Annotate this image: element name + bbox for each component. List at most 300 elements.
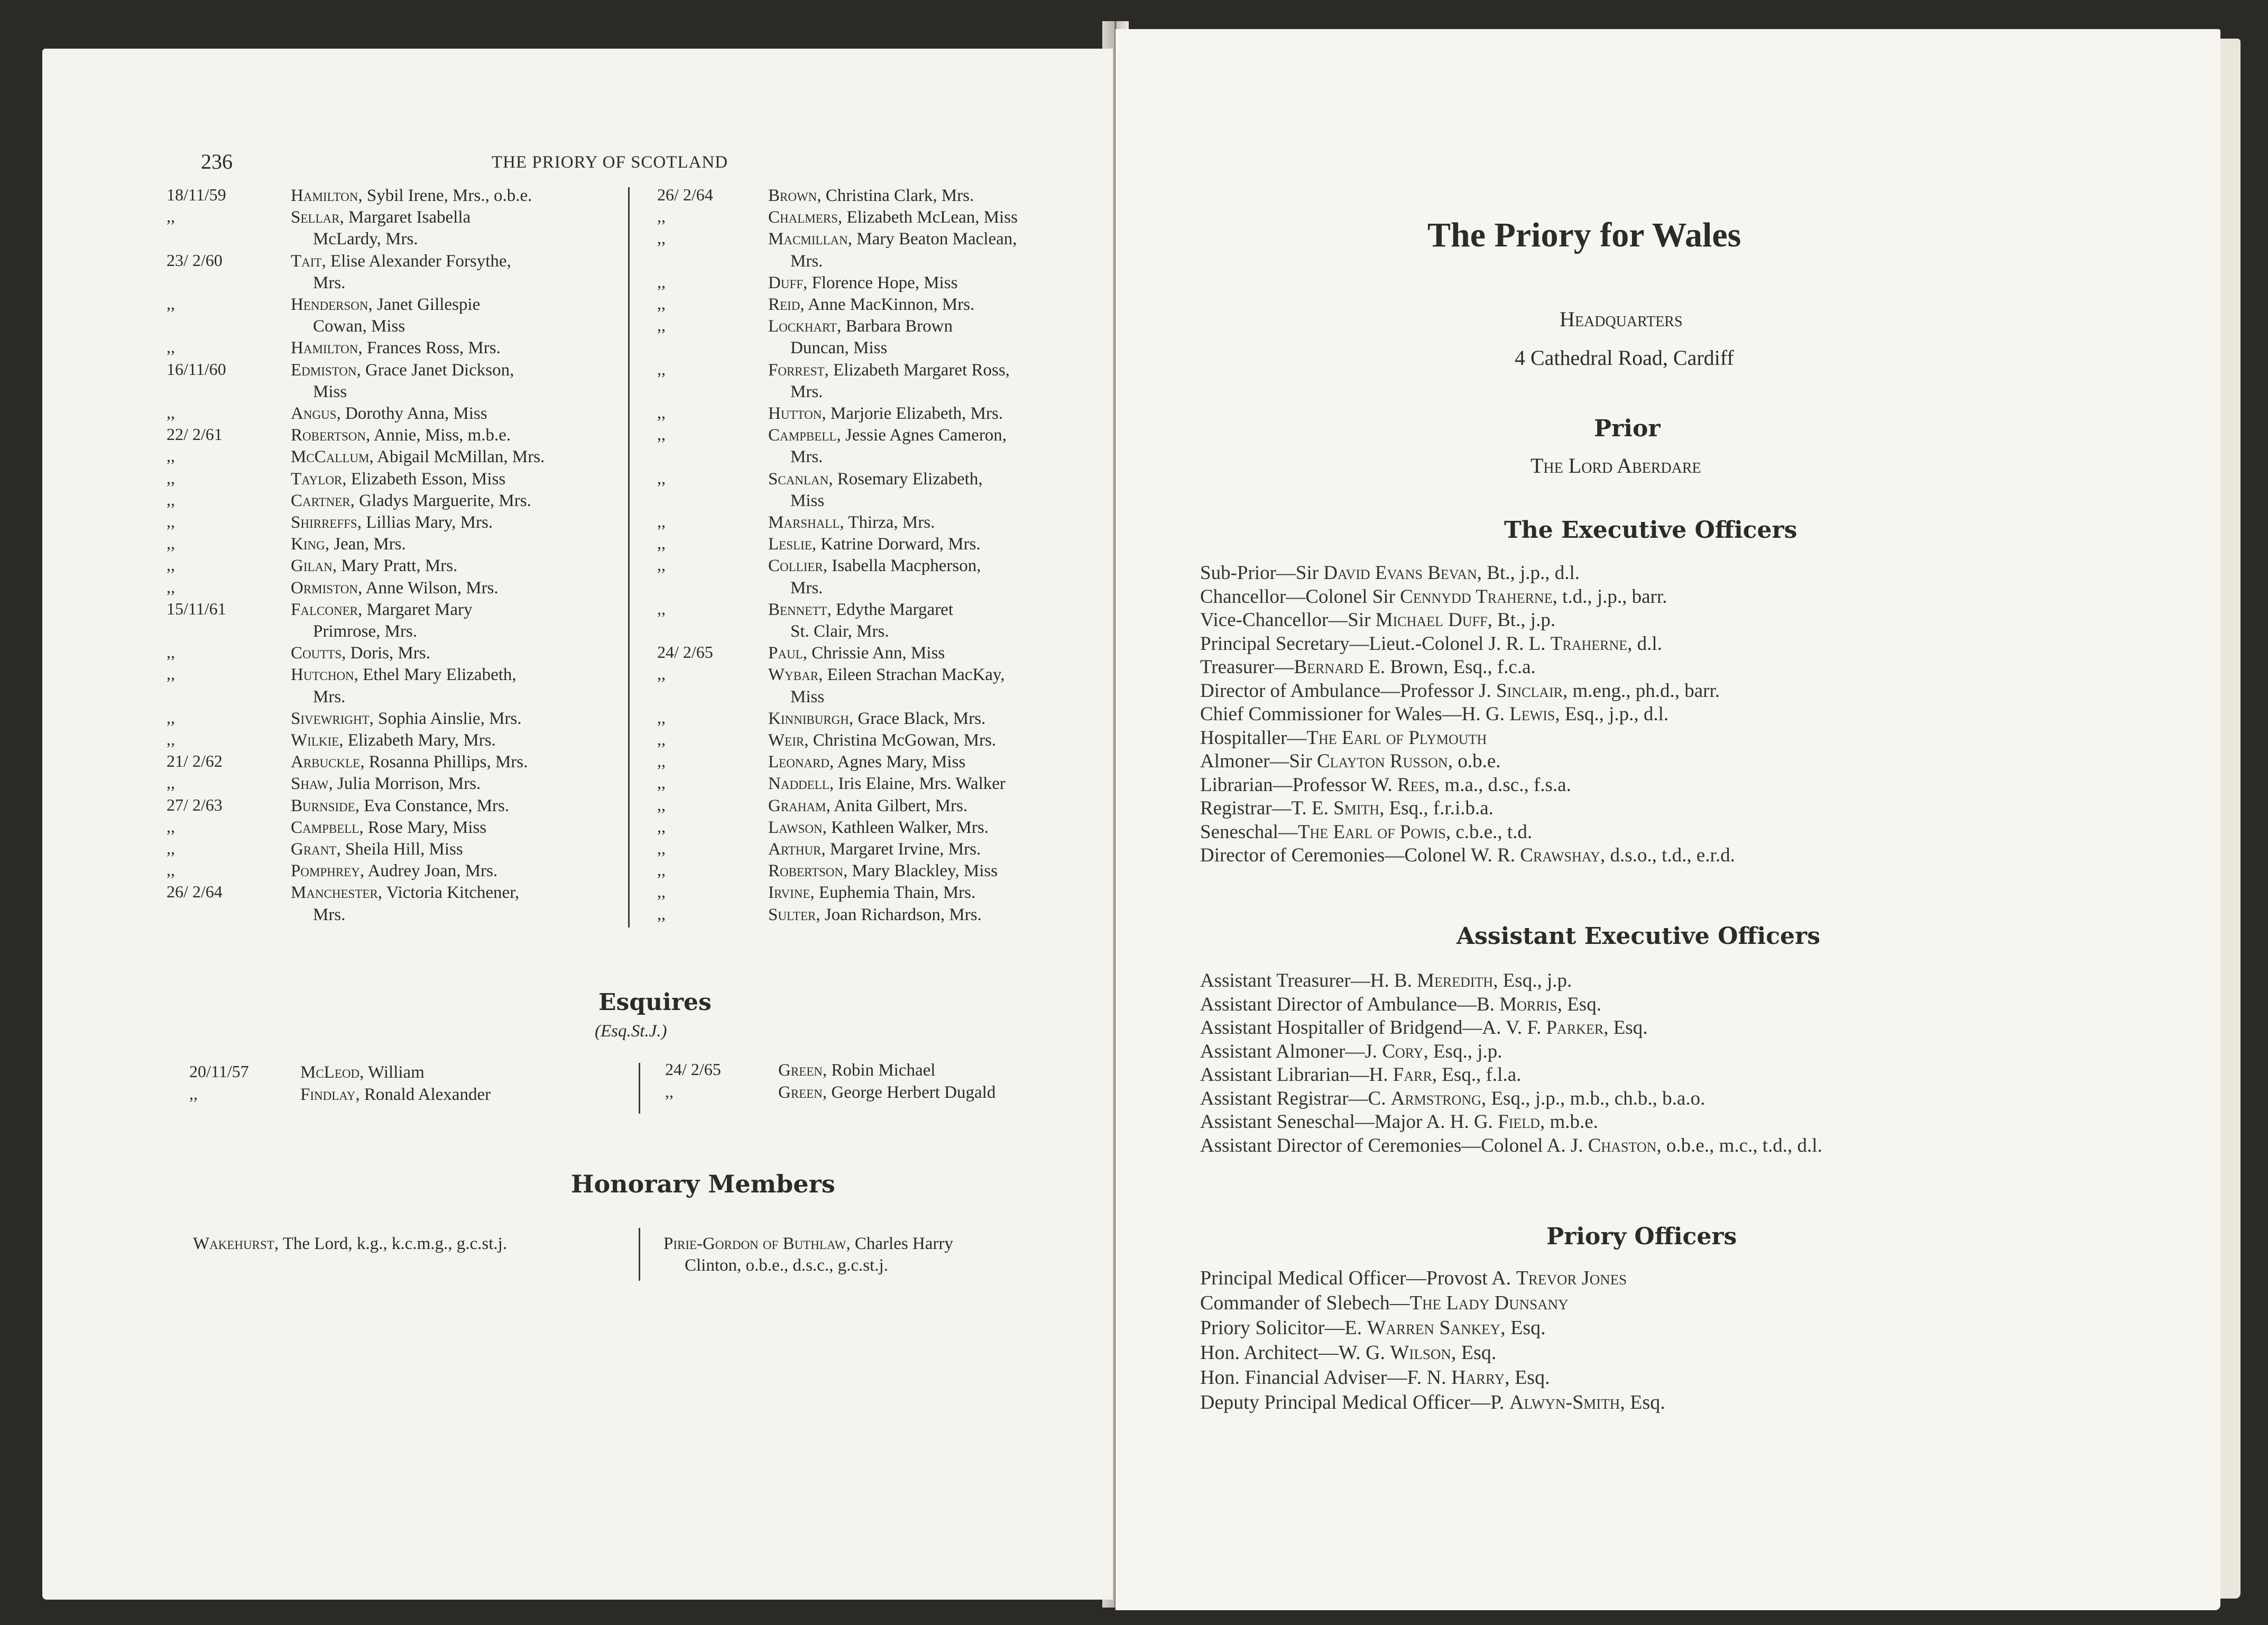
esquires-rule	[639, 1063, 640, 1114]
entry-date: 24/ 2/65	[657, 642, 713, 662]
honorary-rule	[639, 1228, 640, 1281]
member-given-names: , Grace Janet Dickson,	[356, 360, 514, 380]
entry-date: ,,	[167, 730, 175, 749]
officer-role: Librarian—Professor W.	[1200, 774, 1398, 796]
member-surname: Robertson	[768, 861, 844, 881]
member-entry	[768, 664, 1005, 686]
member-surname: Kinniburgh	[768, 709, 849, 728]
member-entry-continued: Cowan, Miss	[313, 317, 405, 336]
left-page	[42, 49, 1113, 1600]
entry-date: ,,	[665, 1082, 674, 1101]
member-entry	[291, 642, 430, 664]
member-given-names: , Mary Beaton Maclean,	[847, 229, 1017, 249]
officer-role: Assistant Almoner—J.	[1200, 1040, 1382, 1062]
entry-date: ,,	[167, 860, 175, 880]
running-head: THE PRIORY OF SCOTLAND	[492, 153, 729, 172]
entry-date: 22/ 2/61	[167, 425, 223, 444]
entry-date: ,,	[657, 228, 666, 248]
officer-line	[1200, 1341, 1496, 1364]
entry-date: ,,	[167, 490, 175, 509]
entry-date: ,,	[657, 294, 666, 313]
member-surname: Reid	[768, 295, 800, 314]
member-surname: Shaw	[291, 774, 329, 794]
member-entry	[768, 860, 998, 882]
entry-date: ,,	[167, 294, 175, 313]
member-surname: Ormiston	[291, 578, 358, 598]
entry-date: 27/ 2/63	[167, 795, 223, 814]
member-entry-continued: Mrs.	[313, 905, 346, 924]
officer-honours: , Esq.	[1603, 1017, 1648, 1039]
officer-name: Morris	[1499, 993, 1557, 1015]
officer-line	[1200, 1016, 1647, 1039]
member-surname: Wilkie	[291, 731, 339, 750]
member-given-names: , Abigail McMillan, Mrs.	[369, 447, 545, 467]
entry-date: ,,	[657, 730, 666, 749]
esquire-surname: Findlay	[300, 1085, 356, 1104]
member-given-names: , Eileen Strachan MacKay,	[818, 665, 1005, 685]
member-entry-continued: Mrs.	[313, 687, 346, 706]
member-entry-continued: Miss	[790, 687, 825, 706]
officer-role: Principal Medical Officer—Provost A.	[1200, 1267, 1516, 1289]
officer-honours: , Esq., f.r.i.b.a.	[1379, 797, 1493, 819]
entry-date: 26/ 2/64	[657, 185, 713, 204]
officer-line	[1200, 1391, 1665, 1414]
member-entry-continued: Mrs.	[790, 251, 823, 271]
member-entry	[291, 817, 486, 839]
member-given-names: , Frances Ross, Mrs.	[358, 338, 501, 358]
entry-date: ,,	[657, 773, 666, 793]
member-entry-continued: McLardy, Mrs.	[313, 229, 418, 249]
entry-date: ,,	[167, 512, 175, 531]
officer-line	[1200, 1063, 1521, 1086]
entry-date: ,,	[657, 860, 666, 880]
member-surname: Shirreffs	[291, 513, 357, 532]
entry-date: ,,	[167, 207, 175, 226]
entry-date: ,,	[167, 642, 175, 662]
member-surname: Hutton	[768, 404, 822, 423]
officer-role: Registrar—T. E.	[1200, 797, 1334, 819]
officer-honours: , Esq., j.p., d.l.	[1555, 703, 1669, 725]
entry-date: ,,	[167, 534, 175, 553]
member-given-names: , Rosemary Elizabeth,	[828, 469, 983, 489]
entry-date: ,,	[657, 272, 666, 291]
entry-date: ,,	[657, 555, 666, 575]
member-entry	[768, 599, 953, 621]
officer-line	[1200, 844, 1735, 867]
member-entry-continued: Mrs.	[790, 382, 823, 401]
officer-name: Armstrong	[1390, 1087, 1481, 1109]
officer-name: Sinclair	[1496, 680, 1563, 702]
entry-date: 23/ 2/60	[167, 250, 223, 270]
member-entry	[768, 642, 945, 664]
officer-line	[1200, 585, 1667, 608]
member-given-names: , Iris Elaine, Mrs. Walker	[829, 774, 1006, 794]
entry-date: ,,	[167, 839, 175, 858]
member-entry	[768, 360, 1010, 381]
esquire-given-names: , George Herbert Dugald	[822, 1083, 996, 1102]
officer-honours: , m.eng., ph.d., barr.	[1563, 680, 1720, 702]
member-given-names: , Margaret Isabella	[339, 208, 471, 227]
member-surname: Macmillan	[768, 229, 848, 249]
member-given-names: , Mary Blackley, Miss	[843, 861, 998, 881]
officer-honours: , Esq.	[1505, 1366, 1550, 1389]
member-given-names: , Thirza, Mrs.	[840, 513, 935, 532]
member-given-names: , Margaret Mary	[357, 600, 473, 619]
member-given-names: , Euphemia Thain, Mrs.	[810, 883, 976, 903]
member-given-names: , Julia Morrison, Mrs.	[328, 774, 481, 794]
member-given-names: , Elizabeth McLean, Miss	[837, 208, 1018, 227]
member-entry	[768, 839, 981, 860]
entry-date: ,,	[657, 512, 666, 531]
entry-date: ,,	[657, 708, 666, 727]
officer-honours: , d.l.	[1627, 632, 1662, 655]
member-entry	[291, 360, 514, 381]
member-given-names: , Lillias Mary, Mrs.	[357, 513, 493, 532]
member-entry	[291, 730, 496, 751]
member-entry-continued: Primrose, Mrs.	[313, 622, 418, 641]
member-surname: Hamilton	[291, 186, 358, 205]
right-page	[1115, 29, 2220, 1610]
headquarters-label: Headquarters	[1560, 307, 1683, 331]
priory-officers-heading: Priory Officers	[1546, 1223, 1737, 1250]
member-surname: Sivewright	[291, 709, 370, 728]
member-given-names: , Agnes Mary, Miss	[829, 752, 966, 772]
esquire-entry	[300, 1084, 491, 1106]
member-surname: King	[291, 535, 325, 554]
member-entry	[291, 251, 511, 272]
officer-name: Field	[1498, 1111, 1540, 1133]
member-given-names: , Eva Constance, Mrs.	[355, 796, 510, 815]
officer-honours: , m.a., d.sc., f.s.a.	[1434, 774, 1571, 796]
prior-name: The Lord Aberdare	[1531, 454, 1701, 478]
member-entry	[768, 403, 1003, 425]
member-surname: Duff	[768, 273, 804, 292]
officer-role: Vice-Chancellor—Sir	[1200, 609, 1376, 631]
member-entry	[291, 599, 473, 621]
member-entry	[291, 555, 457, 577]
member-entry	[291, 337, 501, 359]
officer-role: Deputy Principal Medical Officer—P.	[1200, 1391, 1509, 1413]
member-entry-continued: Mrs.	[790, 578, 823, 598]
member-entry	[291, 882, 519, 904]
member-given-names: , Jean, Mrs.	[325, 535, 406, 554]
entry-date: ,,	[657, 751, 666, 771]
honorary-member-left: Wakehurst, The Lord, k.g., k.c.m.g., g.c.st.j.	[193, 1234, 508, 1253]
entry-date: 21/ 2/62	[167, 751, 223, 771]
page-number: 236	[201, 150, 233, 173]
officer-role: Assistant Treasurer—H. B.	[1200, 970, 1417, 991]
member-entry	[291, 534, 406, 555]
member-surname: Manchester	[291, 883, 378, 903]
officer-role: Chancellor—Colonel Sir	[1200, 585, 1400, 608]
officer-line	[1200, 1110, 1598, 1133]
entry-date: ,,	[657, 882, 666, 902]
officer-line	[1200, 727, 1487, 749]
officer-line	[1200, 656, 1536, 678]
officer-honours: , Esq.	[1500, 1317, 1546, 1339]
officer-honours: , t.d., j.p., barr.	[1552, 585, 1667, 608]
officer-honours: , Bt., j.p.	[1487, 609, 1556, 631]
member-surname: Tait	[291, 251, 322, 271]
esquire-entry	[778, 1082, 995, 1104]
member-entry-continued: Duncan, Miss	[790, 338, 888, 358]
honorary-member-right-cont: Clinton, o.b.e., d.s.c., g.c.st.j.	[685, 1256, 888, 1275]
officer-name: Trevor Jones	[1516, 1267, 1627, 1289]
officer-role: Assistant Director of Ceremonies—Colonel A. J.	[1200, 1134, 1588, 1156]
member-surname: Lawson	[768, 818, 823, 837]
member-entry	[291, 294, 480, 316]
executive-officers-heading: The Executive Officers	[1504, 517, 1797, 544]
officer-honours: , Esq.	[1451, 1342, 1497, 1364]
honorary-heading: Honorary Members	[571, 1170, 835, 1198]
member-entry	[768, 904, 982, 926]
page-title: The Priory for Wales	[1427, 216, 1741, 254]
member-surname: Irvine	[768, 883, 810, 903]
member-surname: Marshall	[768, 513, 840, 532]
officer-name: Cory	[1382, 1040, 1424, 1062]
officer-honours: , m.b.e.	[1539, 1111, 1598, 1133]
member-entry	[768, 272, 957, 294]
officer-name: Clayton Russon	[1316, 750, 1448, 772]
officer-role: Hospitaller—	[1200, 727, 1307, 749]
officer-role: Seneschal—	[1200, 821, 1298, 843]
officer-honours: , Esq.	[1620, 1391, 1665, 1413]
member-surname: Scanlan	[768, 469, 829, 489]
officer-name: Rees	[1397, 774, 1435, 796]
member-surname: Edmiston	[291, 360, 357, 380]
entry-date: ,,	[657, 403, 666, 422]
member-given-names: , Sybil Irene, Mrs., o.b.e.	[358, 186, 532, 205]
column-rule	[628, 187, 630, 928]
member-given-names: , Barbara Brown	[836, 317, 953, 336]
officer-role: Assistant Librarian—H.	[1200, 1064, 1393, 1086]
member-entry	[291, 795, 509, 817]
entry-date: ,,	[657, 425, 666, 444]
officer-line	[1200, 1366, 1550, 1389]
member-given-names: , Elizabeth Mary, Mrs.	[339, 731, 496, 750]
officer-line	[1200, 774, 1571, 796]
esquire-given-names: , Ronald Alexander	[355, 1085, 491, 1104]
entry-date: ,,	[167, 555, 175, 575]
member-given-names: , Anita Gilbert, Mrs.	[826, 796, 968, 815]
officer-name: Michael Duff	[1375, 609, 1488, 631]
member-entry	[291, 664, 517, 686]
member-surname: Arbuckle	[291, 752, 361, 772]
member-given-names: , Elizabeth Margaret Ross,	[824, 360, 1010, 380]
member-surname: Campbell	[768, 426, 837, 445]
member-given-names: , Joan Richardson, Mrs.	[816, 905, 982, 924]
member-given-names: , Dorothy Anna, Miss	[336, 404, 487, 423]
assistant-officers-heading: Assistant Executive Officers	[1456, 923, 1820, 950]
member-surname: Naddell	[768, 774, 829, 794]
member-given-names: , Kathleen Walker, Mrs.	[822, 818, 989, 837]
officer-name: Traherne	[1550, 632, 1628, 655]
member-given-names: , Audrey Joan, Mrs.	[359, 861, 498, 881]
member-entry	[768, 555, 981, 577]
member-given-names: , Katrine Dorward, Mrs.	[812, 535, 981, 554]
officer-name: Cennydd Traherne	[1400, 585, 1553, 608]
officer-line	[1200, 562, 1580, 584]
officer-honours: , Esq.	[1557, 993, 1601, 1015]
member-surname: Paul	[768, 644, 803, 663]
officer-name: Lewis	[1509, 703, 1555, 725]
member-entry-continued: Mrs.	[790, 447, 823, 467]
officer-honours: , c.b.e., t.d.	[1445, 821, 1533, 843]
officer-role: Priory Solicitor—E.	[1200, 1317, 1367, 1339]
member-surname: Sellar	[291, 208, 340, 227]
member-given-names: , Janet Gillespie	[368, 295, 481, 314]
member-entry	[291, 839, 463, 860]
officer-honours: , o.b.e.	[1448, 750, 1501, 772]
officer-name: Parker	[1546, 1017, 1604, 1039]
member-given-names: , Edythe Margaret	[827, 600, 953, 619]
member-given-names: , Elise Alexander Forsythe,	[321, 251, 511, 271]
member-given-names: , Mary Pratt, Mrs.	[332, 556, 458, 576]
member-given-names: , Gladys Marguerite, Mrs.	[350, 491, 531, 510]
officer-honours: , Bt., j.p., d.l.	[1477, 562, 1580, 584]
entry-date: ,,	[657, 816, 666, 836]
entry-date: ,,	[167, 816, 175, 836]
officer-line	[1200, 993, 1601, 1016]
member-entry	[768, 425, 1007, 446]
member-surname: McCallum	[291, 447, 370, 467]
officer-line	[1200, 1134, 1822, 1157]
entry-date: ,,	[167, 337, 175, 357]
entry-date: ,,	[167, 403, 175, 422]
entry-date: ,,	[657, 599, 666, 618]
member-entry	[768, 730, 996, 751]
member-surname: Collier	[768, 556, 823, 576]
esquire-entry	[300, 1062, 425, 1084]
member-given-names: , Doris, Mrs.	[342, 644, 430, 663]
officer-role: Commander of Slebech—	[1200, 1292, 1410, 1314]
entry-date: ,,	[167, 446, 175, 466]
member-entry-continued: St. Clair, Mrs.	[790, 622, 889, 641]
officer-role: Assistant Seneschal—Major A. H. G.	[1200, 1111, 1498, 1133]
officer-honours: , Esq., f.l.a.	[1432, 1064, 1522, 1086]
esquire-entry	[778, 1060, 935, 1081]
member-given-names: , Sheila Hill, Miss	[336, 840, 463, 859]
member-entry	[291, 860, 497, 882]
officer-role: Chief Commissioner for Wales—H. G.	[1200, 703, 1510, 725]
member-entry	[291, 185, 532, 207]
entry-date: ,,	[167, 773, 175, 793]
officer-line	[1200, 632, 1662, 655]
member-given-names: , Rosanna Phillips, Mrs.	[360, 752, 528, 772]
esquire-surname: Green	[778, 1061, 823, 1080]
member-entry	[768, 185, 974, 207]
officer-name: Meredith	[1417, 970, 1493, 991]
prior-heading: Prior	[1594, 415, 1661, 442]
officer-role: Director of Ceremonies—Colonel W. R.	[1200, 844, 1520, 866]
member-entry	[291, 446, 545, 468]
officer-honours: , Esq., j.p., m.b., ch.b., b.a.o.	[1481, 1087, 1705, 1109]
member-surname: Leslie	[768, 535, 812, 554]
member-given-names: , Anne MacKinnon, Mrs.	[800, 295, 975, 314]
member-surname: Burnside	[291, 796, 355, 815]
member-entry	[291, 425, 511, 446]
member-surname: Graham	[768, 796, 826, 815]
member-surname: Henderson	[291, 295, 368, 314]
officer-name: The Earl of Powis	[1297, 821, 1446, 843]
officer-honours: , Esq., j.p.	[1423, 1040, 1502, 1062]
member-entry	[768, 773, 1006, 795]
officer-honours: E. Brown, Esq., f.c.a.	[1363, 656, 1536, 678]
member-entry	[291, 207, 471, 228]
member-entry	[291, 403, 487, 425]
entry-date: 26/ 2/64	[167, 882, 223, 902]
officer-line	[1200, 821, 1532, 843]
officer-line	[1200, 969, 1572, 992]
officer-name: Crawshay	[1520, 844, 1600, 866]
officer-role: Hon. Financial Adviser—F. N.	[1200, 1366, 1452, 1389]
entry-date: ,,	[657, 534, 666, 553]
member-surname: Lockhart	[768, 317, 837, 336]
member-surname: Cartner	[291, 491, 351, 510]
officer-name: Alwyn-Smith	[1509, 1391, 1620, 1413]
member-surname: Gilan	[291, 556, 333, 576]
member-surname: Pomphrey	[291, 861, 360, 881]
member-entry	[291, 577, 499, 599]
member-entry-continued: Mrs.	[313, 273, 346, 292]
officer-role: Assistant Registrar—C.	[1200, 1087, 1391, 1109]
officer-name: Bernard	[1294, 656, 1364, 678]
member-entry	[768, 207, 1018, 228]
officer-line	[1200, 1087, 1705, 1110]
entry-date: ,,	[657, 359, 666, 379]
entry-date: 15/11/61	[167, 599, 226, 618]
esquire-given-names: , William	[359, 1063, 425, 1082]
officer-name: Smith	[1333, 797, 1380, 819]
member-given-names: , Victoria Kitchener,	[377, 883, 520, 903]
member-given-names: , Marjorie Elizabeth, Mrs.	[822, 404, 1003, 423]
officer-line	[1200, 797, 1493, 820]
officer-honours: , Esq., j.p.	[1493, 970, 1572, 991]
entry-date: 20/11/57	[189, 1062, 249, 1081]
member-given-names: , Jessie Agnes Cameron,	[836, 426, 1007, 445]
member-surname: Angus	[291, 404, 337, 423]
member-given-names: , Ethel Mary Elizabeth,	[354, 665, 517, 685]
member-entry-continued: Miss	[313, 382, 347, 401]
member-entry	[768, 534, 981, 555]
officer-line	[1200, 1316, 1546, 1339]
officer-name: The Earl of Plymouth	[1306, 727, 1487, 749]
officer-name: Farr	[1393, 1064, 1432, 1086]
esquire-surname: McLeod	[300, 1063, 360, 1082]
officer-line	[1200, 609, 1555, 631]
member-entry	[768, 708, 985, 730]
esquire-surname: Green	[778, 1083, 823, 1102]
member-given-names: , Christina Clark, Mrs.	[817, 186, 974, 205]
entry-date: ,,	[167, 664, 175, 684]
member-surname: Forrest	[768, 360, 825, 380]
officer-role: Assistant Hospitaller of Bridgend—A. V. F.	[1200, 1017, 1546, 1039]
entry-date: ,,	[657, 468, 666, 488]
member-surname: Chalmers	[768, 208, 838, 227]
entry-date: ,,	[657, 795, 666, 814]
esquire-given-names: , Robin Michael	[822, 1061, 936, 1080]
member-entry	[768, 882, 975, 904]
member-surname: Taylor	[291, 469, 343, 489]
entry-date: ,,	[167, 577, 175, 596]
member-given-names: , Christina McGowan, Mrs.	[804, 731, 997, 750]
member-entry	[768, 469, 983, 490]
officer-role: Director of Ambulance—Professor J.	[1200, 680, 1497, 702]
member-entry	[291, 512, 493, 534]
officer-line	[1200, 750, 1501, 773]
headquarters-address: 4 Cathedral Road, Cardiff	[1515, 346, 1734, 370]
member-entry-continued: Miss	[790, 491, 825, 510]
